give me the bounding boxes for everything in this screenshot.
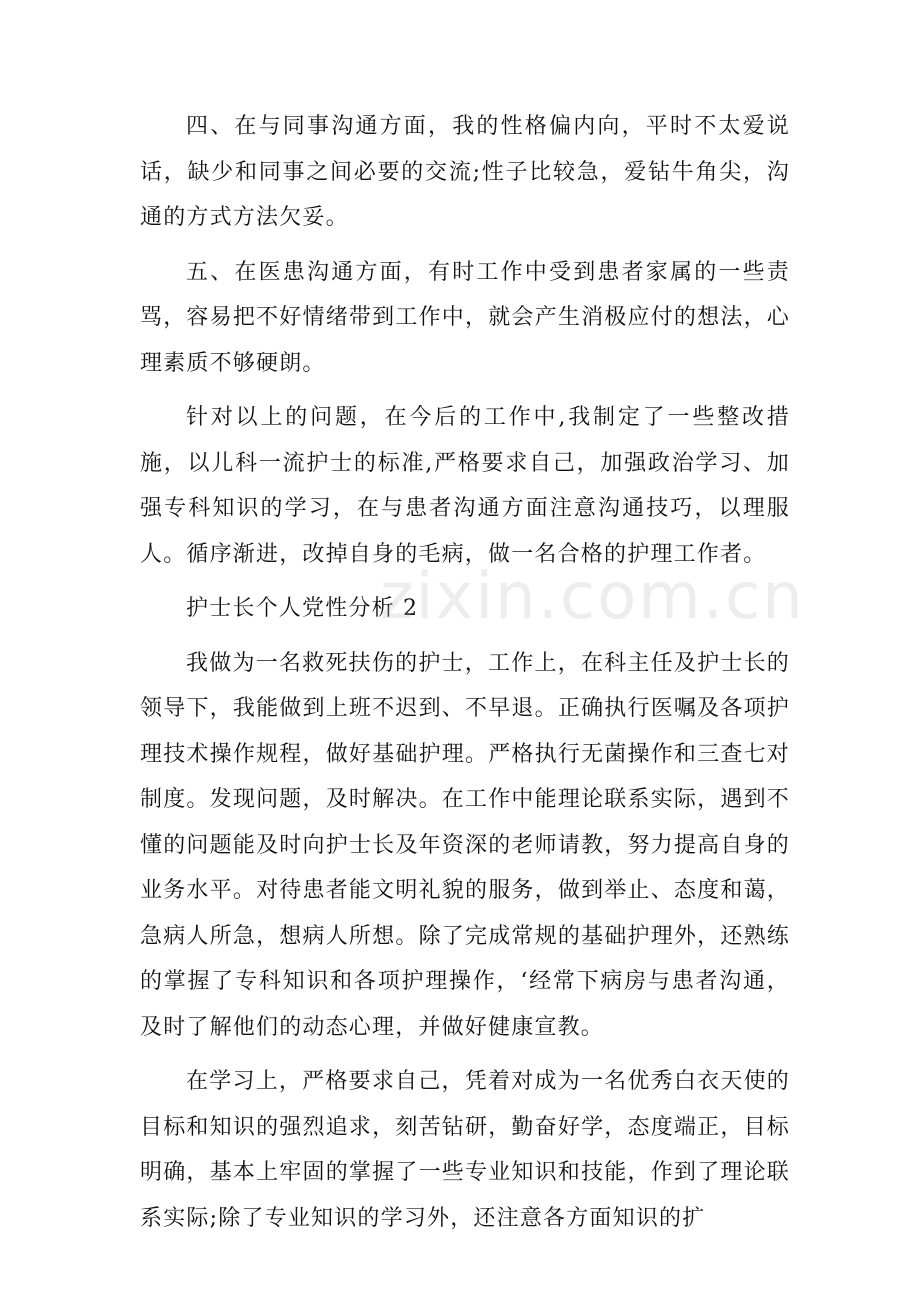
watermark-text: zixin.com.cn: [380, 560, 805, 634]
section-heading: 护士长个人党性分析 2: [186, 596, 419, 621]
paragraph-study: 在学习上，严格要求自己，凭着对成为一名优秀白衣天使的目标和知识的强烈追求，刻苦钻研，勤奋好学，态度端正，目标明确，基本上牢固的掌握了一些专业知识和技能，作到了理论联系实际;除了专业知识的学习外，还注意各方面知识的扩: [140, 1069, 790, 1231]
paragraph-rectification-measures: 针对以上的问题，在今后的工作中,我制定了一些整改措施，以儿科一流护士的标准,严格要求自己，加强政治学习、加强专科知识的学习，在与患者沟通方面注意沟通技巧，以理服人。循序渐进，改掉自身的毛病，做一名合格的护理工作者。: [140, 405, 790, 567]
document-body: [140, 104, 790, 1250]
paragraph-communication-patients: 五、在医患沟通方面，有时工作中受到患者家属的一些责骂，容易把不好情绪带到工作中，就会产生消极应付的想法，心理素质不够硬朗。: [140, 259, 790, 376]
paragraph-work: 我做为一名救死扶伤的护士，工作上，在科主任及护士长的领导下，我能做到上班不迟到、不早退。正确执行医嘱及各项护理技术操作规程，做好基础护理。严格执行无菌操作和三查七对制度。发现问题，及时解决。在工作中能理论联系实际，遇到不懂的问题能及时向护士长及年资深的老师请教，努力提高自身的业务水平。对待患者能文明礼貌的服务，做到举止、态度和蔼，急病人所急，想病人所想。除了完成常规的基础护理外，还熟练的掌握了专科知识和各项护理操作，‘经常下病房与患者沟通，及时了解他们的动态心理，并做好健康宣教。: [140, 650, 790, 1040]
paragraph-communication-colleagues: 四、在与同事沟通方面，我的性格偏内向，平时不太爱说话，缺少和同事之间必要的交流;性子比较急，爱钻牛角尖，沟通的方式方法欠妥。: [140, 114, 790, 230]
